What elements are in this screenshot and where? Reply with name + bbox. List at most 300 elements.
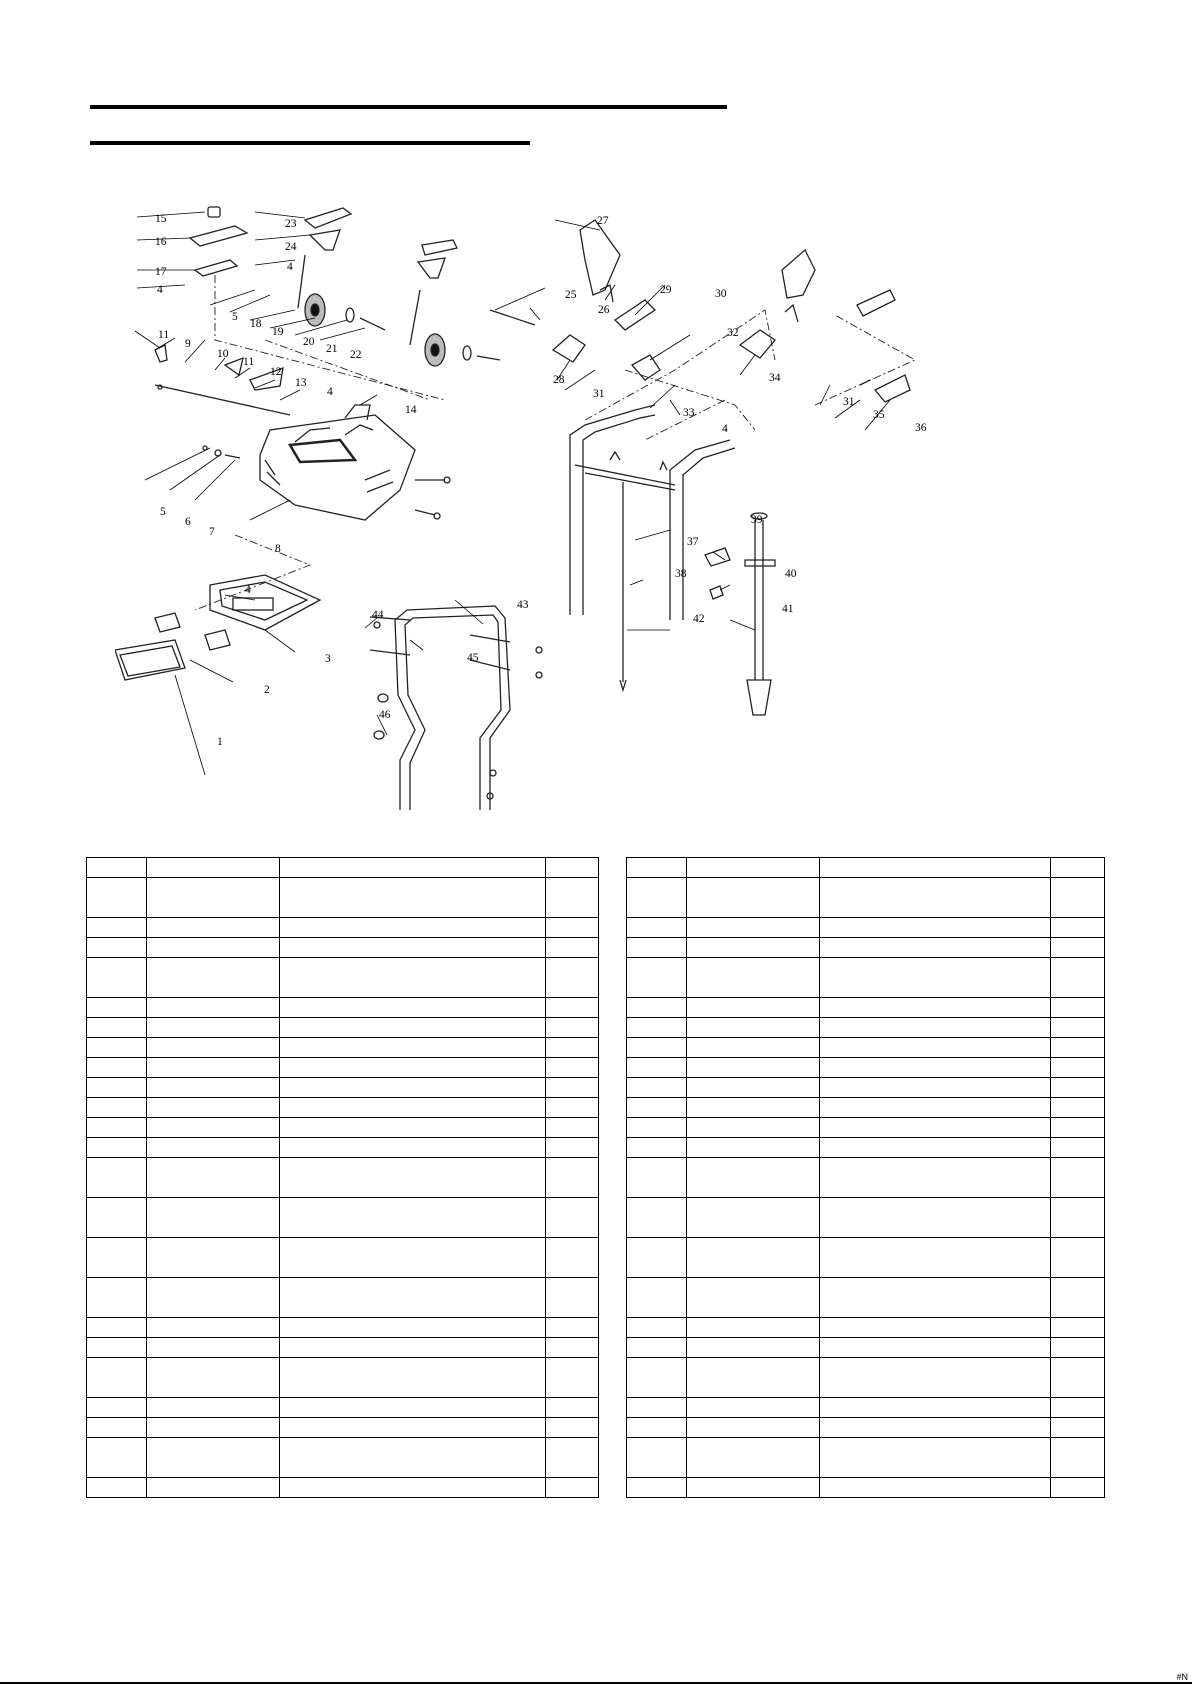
table-cell <box>1051 1198 1105 1238</box>
table-cell <box>546 1118 599 1138</box>
table-cell <box>87 1098 147 1118</box>
table-row <box>87 1318 599 1338</box>
table-row <box>627 1118 1105 1138</box>
table-row <box>627 858 1105 878</box>
table-cell <box>1051 1118 1105 1138</box>
callout: 19 <box>272 326 284 338</box>
table-cell <box>820 1018 1051 1038</box>
callout: 33 <box>683 407 695 419</box>
callout: 6 <box>185 516 191 528</box>
table-cell <box>687 858 820 878</box>
table-row <box>87 918 599 938</box>
table-cell <box>820 998 1051 1018</box>
table-cell <box>280 1418 546 1438</box>
table-cell <box>546 998 599 1018</box>
table-cell <box>627 1238 687 1278</box>
callout: 4 <box>327 386 333 398</box>
table-row <box>627 1018 1105 1038</box>
callout: 41 <box>782 603 794 615</box>
callout: 12 <box>270 366 282 378</box>
table-cell <box>627 1478 687 1498</box>
table-cell <box>280 1478 546 1498</box>
table-cell <box>546 1278 599 1318</box>
table-cell <box>627 1098 687 1118</box>
table-cell <box>87 1358 147 1398</box>
table-cell <box>627 1438 687 1478</box>
callout: 13 <box>295 377 307 389</box>
table-row <box>87 1058 599 1078</box>
table-cell <box>687 878 820 918</box>
table-cell <box>546 1098 599 1118</box>
table-cell <box>820 1138 1051 1158</box>
callout: 4 <box>245 584 251 596</box>
table-cell <box>820 858 1051 878</box>
table-cell <box>820 1418 1051 1438</box>
table-cell <box>280 1058 546 1078</box>
table-cell <box>280 1318 546 1338</box>
table-row <box>627 1238 1105 1278</box>
table-cell <box>87 1198 147 1238</box>
callout: 11 <box>158 329 170 341</box>
table-cell <box>1051 1238 1105 1278</box>
callout: 24 <box>285 241 297 253</box>
table-cell <box>546 1038 599 1058</box>
table-cell <box>687 958 820 998</box>
table-cell <box>280 1098 546 1118</box>
callout: 22 <box>350 349 362 361</box>
table-cell <box>147 1338 280 1358</box>
callout: 42 <box>693 613 705 625</box>
table-cell <box>147 1198 280 1238</box>
table-cell <box>820 1358 1051 1398</box>
table-cell <box>627 1078 687 1098</box>
table-cell <box>687 1318 820 1338</box>
table-cell <box>687 918 820 938</box>
table-cell <box>627 958 687 998</box>
table-cell <box>820 1158 1051 1198</box>
table-row <box>627 1058 1105 1078</box>
callout: 39 <box>751 514 763 526</box>
table-cell <box>280 918 546 938</box>
callout: 23 <box>285 218 297 230</box>
table-cell <box>546 1158 599 1198</box>
table-row <box>627 1198 1105 1238</box>
table-cell <box>687 1238 820 1278</box>
table-cell <box>280 1138 546 1158</box>
table-cell <box>280 1438 546 1478</box>
callout: 7 <box>209 526 215 538</box>
table-cell <box>546 1018 599 1038</box>
table-cell <box>546 1338 599 1358</box>
table-cell <box>280 1358 546 1398</box>
table-row <box>627 1098 1105 1118</box>
table-row <box>87 858 599 878</box>
table-row <box>87 1398 599 1418</box>
table-cell <box>627 998 687 1018</box>
table-cell <box>546 1438 599 1478</box>
callout: 20 <box>303 336 315 348</box>
callout: 31 <box>843 396 855 408</box>
table-cell <box>1051 1338 1105 1358</box>
table-cell <box>627 1158 687 1198</box>
table-cell <box>820 1478 1051 1498</box>
callout: 31 <box>593 388 605 400</box>
table-cell <box>147 1138 280 1158</box>
table-cell <box>1051 1078 1105 1098</box>
table-cell <box>87 918 147 938</box>
callout: 5 <box>160 506 166 518</box>
callout: 18 <box>250 318 262 330</box>
table-cell <box>627 1018 687 1038</box>
table-cell <box>87 1058 147 1078</box>
callout: 30 <box>715 288 727 300</box>
exploded-parts-diagram <box>115 190 1020 810</box>
callout: 14 <box>405 404 417 416</box>
table-cell <box>87 1018 147 1038</box>
table-cell <box>687 1358 820 1398</box>
table-cell <box>280 1398 546 1418</box>
parts-table-right <box>626 857 1105 1498</box>
callout: 27 <box>597 215 609 227</box>
table-row <box>627 1418 1105 1438</box>
table-cell <box>147 998 280 1018</box>
table-row <box>627 1158 1105 1198</box>
table-row <box>87 1238 599 1278</box>
table-cell <box>820 1338 1051 1358</box>
table-row <box>87 1138 599 1158</box>
table-cell <box>1051 998 1105 1018</box>
table-cell <box>87 1038 147 1058</box>
table-row <box>627 1318 1105 1338</box>
table-row <box>627 1398 1105 1418</box>
table-cell <box>627 1118 687 1138</box>
callout: 37 <box>687 536 699 548</box>
callout: 10 <box>217 348 229 360</box>
callout: 17 <box>155 266 167 278</box>
table-cell <box>1051 1478 1105 1498</box>
table-cell <box>1051 1058 1105 1078</box>
table-cell <box>1051 1438 1105 1478</box>
table-cell <box>820 1078 1051 1098</box>
table-row <box>627 958 1105 998</box>
callout: 5 <box>232 311 238 323</box>
table-row <box>87 878 599 918</box>
table-cell <box>87 1278 147 1318</box>
table-cell <box>546 1478 599 1498</box>
parts-table-left <box>86 857 599 1498</box>
table-cell <box>87 1078 147 1098</box>
table-cell <box>87 858 147 878</box>
table-cell <box>1051 1138 1105 1158</box>
table-cell <box>1051 958 1105 998</box>
table-row <box>87 1118 599 1138</box>
table-cell <box>1051 1278 1105 1318</box>
table-cell <box>280 938 546 958</box>
table-cell <box>147 1058 280 1078</box>
table-cell <box>687 1038 820 1058</box>
table-cell <box>280 998 546 1018</box>
table-cell <box>1051 1018 1105 1038</box>
table-cell <box>687 1278 820 1318</box>
table-cell <box>147 1038 280 1058</box>
table-cell <box>1051 1098 1105 1118</box>
table-cell <box>627 1058 687 1078</box>
heading-rule-bottom <box>90 141 530 145</box>
table-row <box>627 878 1105 918</box>
table-cell <box>147 1318 280 1338</box>
table-cell <box>147 1018 280 1038</box>
table-row <box>87 1198 599 1238</box>
table-cell <box>820 1198 1051 1238</box>
table-cell <box>147 938 280 958</box>
table-cell <box>820 918 1051 938</box>
table-cell <box>87 998 147 1018</box>
table-row <box>627 1438 1105 1478</box>
table-cell <box>147 1278 280 1318</box>
table-row <box>627 938 1105 958</box>
table-cell <box>687 1338 820 1358</box>
callout: 45 <box>467 652 479 664</box>
table-cell <box>280 958 546 998</box>
table-row <box>627 1478 1105 1498</box>
table-cell <box>687 1018 820 1038</box>
table-cell <box>687 998 820 1018</box>
table-cell <box>687 1478 820 1498</box>
table-cell <box>546 1358 599 1398</box>
table-cell <box>687 1078 820 1098</box>
table-cell <box>87 878 147 918</box>
table-cell <box>820 1398 1051 1418</box>
callout: 36 <box>915 422 927 434</box>
callout: 3 <box>325 653 331 665</box>
table-cell <box>627 918 687 938</box>
table-cell <box>87 958 147 998</box>
table-cell <box>280 858 546 878</box>
table-cell <box>1051 1318 1105 1338</box>
table-row <box>87 1018 599 1038</box>
table-cell <box>147 1358 280 1398</box>
table-cell <box>820 1238 1051 1278</box>
heading-rule-top <box>90 105 727 109</box>
table-row <box>87 1338 599 1358</box>
table-row <box>87 1278 599 1318</box>
footer-rule <box>0 1682 1192 1684</box>
table-cell <box>87 938 147 958</box>
table-cell <box>820 878 1051 918</box>
table-cell <box>147 958 280 998</box>
table-cell <box>147 1398 280 1418</box>
callout: 4 <box>722 423 728 435</box>
table-cell <box>87 1138 147 1158</box>
callout: 4 <box>287 261 293 273</box>
table-cell <box>627 1138 687 1158</box>
table-row <box>627 1278 1105 1318</box>
table-cell <box>546 1078 599 1098</box>
table-cell <box>147 858 280 878</box>
table-row <box>627 1338 1105 1358</box>
table-cell <box>147 1418 280 1438</box>
callout: 9 <box>185 338 191 350</box>
callout: 15 <box>155 213 167 225</box>
table-cell <box>87 1478 147 1498</box>
table-cell <box>1051 1418 1105 1438</box>
table-cell <box>546 918 599 938</box>
callout: 29 <box>660 284 672 296</box>
table-row <box>87 1038 599 1058</box>
table-cell <box>280 1158 546 1198</box>
table-cell <box>1051 1038 1105 1058</box>
table-cell <box>820 1058 1051 1078</box>
table-cell <box>687 1058 820 1078</box>
table-cell <box>627 1418 687 1438</box>
callout: 38 <box>675 568 687 580</box>
table-cell <box>687 1438 820 1478</box>
table-cell <box>147 878 280 918</box>
table-cell <box>546 1058 599 1078</box>
callout: 44 <box>372 609 384 621</box>
table-row <box>87 1358 599 1398</box>
table-cell <box>147 918 280 938</box>
callout: 2 <box>264 684 270 696</box>
table-cell <box>87 1418 147 1438</box>
table-cell <box>280 1118 546 1138</box>
callout: 26 <box>598 304 610 316</box>
table-cell <box>147 1238 280 1278</box>
table-cell <box>627 878 687 918</box>
callout: 4 <box>157 284 163 296</box>
table-cell <box>546 938 599 958</box>
callout: 43 <box>517 599 529 611</box>
table-cell <box>280 1278 546 1318</box>
table-row <box>87 958 599 998</box>
table-cell <box>546 878 599 918</box>
table-cell <box>280 1038 546 1058</box>
table-cell <box>87 1438 147 1478</box>
table-cell <box>280 1078 546 1098</box>
table-cell <box>87 1398 147 1418</box>
table-cell <box>687 1398 820 1418</box>
table-cell <box>687 938 820 958</box>
table-cell <box>820 938 1051 958</box>
table-cell <box>546 1138 599 1158</box>
table-cell <box>280 1198 546 1238</box>
table-cell <box>820 958 1051 998</box>
table-cell <box>147 1118 280 1138</box>
table-row <box>87 1078 599 1098</box>
callout: 21 <box>326 343 338 355</box>
table-cell <box>627 1278 687 1318</box>
table-row <box>627 1138 1105 1158</box>
table-row <box>627 998 1105 1018</box>
table-cell <box>687 1418 820 1438</box>
table-cell <box>687 1158 820 1198</box>
table-cell <box>280 1238 546 1278</box>
table-cell <box>820 1438 1051 1478</box>
table-cell <box>546 1398 599 1418</box>
table-cell <box>280 878 546 918</box>
table-cell <box>87 1238 147 1278</box>
table-cell <box>687 1098 820 1118</box>
table-cell <box>627 1338 687 1358</box>
table-cell <box>546 858 599 878</box>
table-cell <box>627 938 687 958</box>
table-cell <box>627 1198 687 1238</box>
table-cell <box>1051 1398 1105 1418</box>
table-row <box>627 918 1105 938</box>
callout: 34 <box>769 372 781 384</box>
table-row <box>87 1438 599 1478</box>
table-row <box>627 1358 1105 1398</box>
table-cell <box>687 1138 820 1158</box>
table-cell <box>627 1398 687 1418</box>
table-cell <box>546 1198 599 1238</box>
callout: 35 <box>873 409 885 421</box>
table-cell <box>1051 918 1105 938</box>
table-cell <box>147 1438 280 1478</box>
callout: 16 <box>155 236 167 248</box>
table-row <box>87 1478 599 1498</box>
callout: 46 <box>379 709 391 721</box>
table-cell <box>280 1338 546 1358</box>
callout: 28 <box>553 374 565 386</box>
table-cell <box>627 1318 687 1338</box>
table-cell <box>820 1278 1051 1318</box>
table-cell <box>87 1318 147 1338</box>
table-row <box>87 1158 599 1198</box>
table-cell <box>1051 1358 1105 1398</box>
table-cell <box>147 1158 280 1198</box>
table-cell <box>627 858 687 878</box>
table-cell <box>546 1418 599 1438</box>
table-cell <box>147 1098 280 1118</box>
table-cell <box>87 1338 147 1358</box>
table-cell <box>627 1038 687 1058</box>
table-cell <box>546 1318 599 1338</box>
callout: 8 <box>275 543 281 555</box>
table-row <box>87 998 599 1018</box>
table-cell <box>1051 1158 1105 1198</box>
table-cell <box>820 1038 1051 1058</box>
table-cell <box>1051 938 1105 958</box>
table-cell <box>147 1078 280 1098</box>
table-cell <box>87 1158 147 1198</box>
table-cell <box>1051 878 1105 918</box>
table-cell <box>687 1118 820 1138</box>
table-row <box>87 938 599 958</box>
table-cell <box>280 1018 546 1038</box>
table-cell <box>687 1198 820 1238</box>
table-row <box>87 1098 599 1118</box>
table-cell <box>820 1098 1051 1118</box>
callout: 11 <box>243 356 255 368</box>
table-row <box>87 1418 599 1438</box>
table-cell <box>1051 858 1105 878</box>
callout: 40 <box>785 568 797 580</box>
table-cell <box>87 1118 147 1138</box>
table-cell <box>820 1318 1051 1338</box>
table-row <box>627 1038 1105 1058</box>
table-cell <box>546 1238 599 1278</box>
table-cell <box>820 1118 1051 1138</box>
callout: 1 <box>217 736 223 748</box>
callout: 32 <box>727 327 739 339</box>
table-cell <box>546 958 599 998</box>
page-corner-mark: #N <box>1176 1672 1188 1682</box>
callout: 25 <box>565 289 577 301</box>
table-cell <box>147 1478 280 1498</box>
table-row <box>627 1078 1105 1098</box>
table-cell <box>627 1358 687 1398</box>
